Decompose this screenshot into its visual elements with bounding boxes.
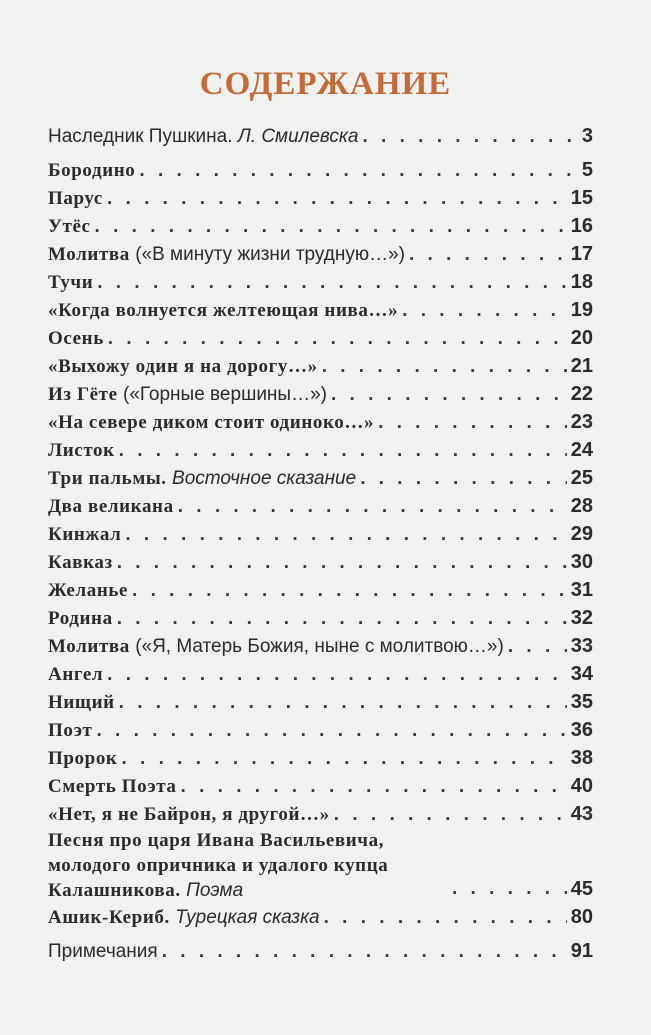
- dot-leader: [97, 269, 566, 297]
- toc-entry-text: Примечания: [48, 941, 158, 962]
- toc-entry-text: Пророк: [48, 748, 118, 769]
- toc-page-number: 32: [570, 607, 593, 629]
- toc-entry-title: [48, 745, 117, 773]
- toc-entry-text: «На севере диком стоит одиноко…»: [48, 412, 375, 433]
- toc-entry-text: Желанье: [48, 580, 129, 601]
- toc-page-number: 17: [570, 243, 593, 265]
- toc-entry-text: Листок: [48, 440, 115, 461]
- toc-entry-text: «Когда волнуется желтеющая нива…»: [48, 300, 399, 321]
- toc-entry: [48, 352, 593, 380]
- dot-leader: [117, 605, 567, 633]
- toc-entry-text: Наследник Пушкина.: [48, 126, 238, 147]
- dot-leader: [508, 633, 567, 661]
- toc-entry: [48, 604, 593, 632]
- dot-leader: [360, 465, 567, 493]
- toc-page-number: 45: [570, 878, 593, 900]
- toc-entry: [48, 464, 593, 492]
- toc-entry: [48, 903, 593, 931]
- table-of-contents: [48, 122, 593, 965]
- toc-entry-text: Л. Смилевска: [237, 126, 359, 147]
- toc-entry-title: [48, 493, 174, 521]
- toc-page-number: 30: [570, 551, 593, 573]
- toc-entry: [48, 492, 593, 520]
- toc-entry-text: Песня про царя Ивана Васильевича, молодого опричника и удалого купца Калашникова.: [48, 830, 389, 901]
- toc-entry: [48, 380, 593, 408]
- toc-entry: [48, 296, 593, 324]
- dot-leader: [107, 185, 567, 213]
- toc-page-number: 31: [570, 579, 593, 601]
- dot-leader: [452, 875, 567, 903]
- toc-entry-text: Утёс: [48, 216, 91, 237]
- toc-entry: [48, 408, 593, 436]
- toc-page-number: 18: [570, 271, 593, 293]
- dot-leader: [108, 325, 567, 353]
- dot-leader: [334, 801, 567, 829]
- toc-page-number: 40: [570, 775, 593, 797]
- dot-leader: [95, 213, 567, 241]
- toc-entry-title: [48, 689, 115, 717]
- toc-entry: [48, 632, 593, 660]
- dot-leader: [119, 437, 567, 465]
- toc-page-number: 15: [570, 187, 593, 209]
- toc-entry-text: Нищий: [48, 692, 115, 713]
- toc-entry-title: [48, 773, 177, 801]
- toc-entry-title: [48, 241, 405, 269]
- toc-entry-text: Турецкая сказка: [175, 907, 320, 928]
- toc-entry-text: Ангел: [48, 664, 104, 685]
- toc-entry-text: Осень: [48, 328, 104, 349]
- toc-entry: [48, 324, 593, 352]
- toc-entry: [48, 184, 593, 212]
- toc-page-number: 33: [570, 635, 593, 657]
- toc-page-number: 21: [570, 355, 593, 377]
- toc-page-number: 19: [570, 299, 593, 321]
- toc-entry-title: [48, 269, 93, 297]
- toc-entry-text: Восточное сказание: [172, 468, 357, 489]
- dot-leader: [402, 297, 567, 325]
- toc-page-number: 91: [570, 940, 593, 962]
- toc-entry-text: Смерть Поэта: [48, 776, 177, 797]
- toc-page-number: 29: [570, 523, 593, 545]
- toc-page-number: 16: [570, 215, 593, 237]
- toc-entry-text: («Горные вершины…»): [123, 384, 327, 405]
- toc-entry: [48, 772, 593, 800]
- toc-entry-text: Три пальмы.: [48, 468, 173, 489]
- toc-entry: [48, 716, 593, 744]
- toc-entry-title: [48, 437, 115, 465]
- toc-entry: [48, 436, 593, 464]
- toc-entry: [48, 268, 593, 296]
- toc-entry-text: Парус: [48, 188, 103, 209]
- toc-entry-title: [48, 549, 113, 577]
- page-title: СОДЕРЖАНИЕ: [199, 66, 452, 102]
- dot-leader: [162, 938, 567, 966]
- toc-entry-title: [48, 717, 92, 745]
- dot-leader: [409, 241, 567, 269]
- toc-entry-title: [48, 123, 358, 151]
- toc-entry: [48, 660, 593, 688]
- toc-entry: [48, 548, 593, 576]
- toc-entry-text: Молитва: [48, 244, 136, 265]
- toc-entry-text: Два великана: [48, 496, 174, 517]
- toc-entry-title: [48, 157, 135, 185]
- dot-leader: [178, 493, 567, 521]
- toc-entry: [48, 122, 593, 150]
- dot-leader: [362, 123, 577, 151]
- toc-entry-title: [48, 325, 104, 353]
- toc-entry-title: [48, 904, 320, 932]
- dot-leader: [96, 717, 566, 745]
- toc-entry-text: Кавказ: [48, 552, 113, 573]
- toc-entry-text: Поэт: [48, 720, 93, 741]
- toc-entry: [48, 156, 593, 184]
- toc-entry: [48, 520, 593, 548]
- toc-entry: [48, 240, 593, 268]
- toc-entry: [48, 688, 593, 716]
- toc-entry-text: Кинжал: [48, 524, 122, 545]
- toc-entry-title: [48, 661, 103, 689]
- toc-page-number: 36: [570, 719, 593, 741]
- dot-leader: [121, 745, 566, 773]
- toc-entry-title: [48, 633, 504, 661]
- toc-page-number: 5: [581, 159, 593, 181]
- toc-entry-title: [48, 409, 374, 437]
- toc-page-number: 34: [570, 663, 593, 685]
- toc-entry: [48, 828, 593, 903]
- toc-entry-text: Родина: [48, 608, 113, 629]
- toc-entry-text: Тучи: [48, 272, 94, 293]
- toc-entry-title: [48, 381, 327, 409]
- toc-page-number: 23: [570, 411, 593, 433]
- toc-entry-title: [48, 801, 330, 829]
- toc-entry: [48, 800, 593, 828]
- toc-entry: [48, 744, 593, 772]
- dot-leader: [378, 409, 567, 437]
- toc-entry-text: Молитва: [48, 636, 136, 657]
- toc-entry-text: Ашик-Кериб.: [48, 907, 176, 928]
- toc-page-number: 80: [570, 906, 593, 928]
- toc-entry-title: [48, 828, 448, 903]
- toc-entry-title: [48, 605, 113, 633]
- toc-page-number: 3: [581, 125, 593, 147]
- toc-page-number: 38: [570, 747, 593, 769]
- dot-leader: [125, 521, 566, 549]
- toc-entry-title: [48, 521, 121, 549]
- toc-entry-text: «Нет, я не Байрон, я другой…»: [48, 804, 330, 825]
- toc-entry-title: [48, 353, 318, 381]
- toc-entry-title: [48, 577, 128, 605]
- toc-entry-text: Поэма: [186, 880, 244, 901]
- toc-page-number: 24: [570, 439, 593, 461]
- dot-leader: [117, 549, 567, 577]
- toc-entry: [48, 937, 593, 965]
- toc-page-number: 25: [570, 467, 593, 489]
- toc-entry-text: («В минуту жизни трудную…»): [135, 244, 405, 265]
- dot-leader: [181, 773, 567, 801]
- toc-page-number: 20: [570, 327, 593, 349]
- toc-entry-title: [48, 465, 356, 493]
- toc-entry: [48, 212, 593, 240]
- toc-entry-title: [48, 297, 398, 325]
- dot-leader: [331, 381, 567, 409]
- toc-entry-text: Бородино: [48, 160, 136, 181]
- dot-leader: [139, 157, 577, 185]
- toc-entry: [48, 576, 593, 604]
- dot-leader: [132, 577, 567, 605]
- toc-page-number: 22: [570, 383, 593, 405]
- toc-page-number: 35: [570, 691, 593, 713]
- dot-leader: [324, 904, 567, 932]
- toc-page-number: 43: [570, 803, 593, 825]
- dot-leader: [322, 353, 567, 381]
- toc-page-number: 28: [570, 495, 593, 517]
- toc-entry-title: [48, 213, 91, 241]
- toc-entry-text: «Выхожу один я на дорогу…»: [48, 356, 318, 377]
- dot-leader: [107, 661, 567, 689]
- toc-entry-title: [48, 938, 158, 966]
- toc-entry-title: [48, 185, 103, 213]
- toc-entry-text: Из Гёте: [48, 384, 124, 405]
- dot-leader: [119, 689, 567, 717]
- toc-entry-text: («Я, Матерь Божия, ныне с молитвою…»): [135, 636, 504, 657]
